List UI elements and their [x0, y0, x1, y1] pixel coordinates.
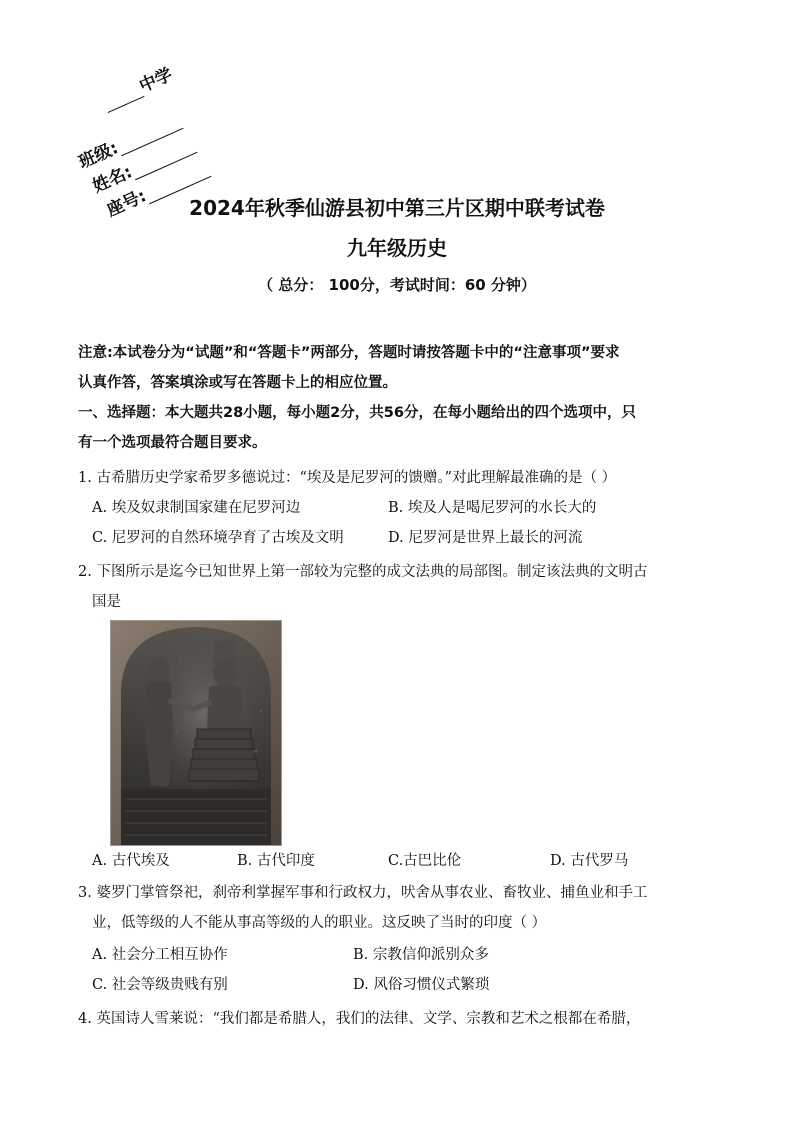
hammurabi-stele-image — [110, 620, 282, 846]
q2-option-b[interactable]: B. 古代印度 — [237, 853, 315, 869]
q1-option-b[interactable]: B. 埃及人是喝尼罗河的水长大的 — [388, 500, 597, 516]
seat-label: 座号: — [103, 186, 150, 221]
q1-option-c[interactable]: C. 尼罗河的自然环境孕育了古埃及文明 — [92, 530, 344, 546]
school-field — [98, 60, 176, 113]
q3-option-d[interactable]: D. 风俗习惯仪式繁琐 — [353, 977, 490, 993]
q1-option-d[interactable]: D. 尼罗河是世界上最长的河流 — [388, 530, 583, 546]
q2-option-d[interactable]: D. 古代罗马 — [550, 853, 629, 869]
q3-option-a[interactable]: A. 社会分工相互协作 — [92, 947, 228, 963]
exam-subject: 九年级历史 — [347, 236, 447, 260]
name-label: 姓名: — [89, 162, 136, 197]
q2-stem-line-2: 国是 — [92, 594, 121, 610]
section-heading-line-2: 有一个选项最符合题目要求。 — [78, 435, 267, 451]
q1-stem: 1. 古希腊历史学家希罗多德说过：“埃及是尼罗河的馈赠。”对此理解最准确的是（ ） — [78, 470, 617, 486]
class-label: 班级: — [75, 138, 122, 173]
school-label: 中学 — [136, 64, 176, 97]
exam-meta: （ 总分： 100分，考试时间：60 分钟） — [258, 276, 536, 294]
q2-option-c[interactable]: C.古巴比伦 — [388, 853, 462, 869]
q4-stem-line-1: 4. 英国诗人雪莱说：“我们都是希腊人，我们的法律、文学、宗教和艺术之根都在希腊， — [78, 1011, 641, 1027]
section-heading-line-1: 一、选择题：本大题共28小题，每小题2分，共56分，在每小题给出的四个选项中，只 — [78, 405, 636, 421]
notice-line-2: 认真作答，答案填涂或写在答题卡上的相应位置。 — [78, 375, 397, 391]
notice-line-1: 注意:本试卷分为“试题”和“答题卡”两部分，答题时请按答题卡中的“注意事项”要求 — [78, 345, 620, 361]
q3-stem-line-2: 业，低等级的人不能从事高等级的人的职业。这反映了当时的印度（ ） — [92, 915, 547, 931]
school-blank[interactable] — [101, 81, 144, 113]
q3-option-c[interactable]: C. 社会等级贵贱有别 — [92, 977, 228, 993]
q3-stem-line-1: 3. 婆罗门掌管祭祀，刹帝利掌握军事和行政权力，吠舍从事农业、畜牧业、捕鱼业和手工 — [78, 885, 648, 901]
q1-option-a[interactable]: A. 埃及奴隶制国家建在尼罗河边 — [92, 500, 301, 516]
q2-option-a[interactable]: A. 古代埃及 — [92, 853, 170, 869]
q3-option-b[interactable]: B. 宗教信仰派别众多 — [353, 947, 489, 963]
exam-title: 2024年秋季仙游县初中第三片区期中联考试卷 — [189, 196, 605, 220]
q2-stem-line-1: 2. 下图所示是迄今已知世界上第一部较为完整的成文法典的局部图。制定该法典的文明古 — [78, 564, 648, 580]
